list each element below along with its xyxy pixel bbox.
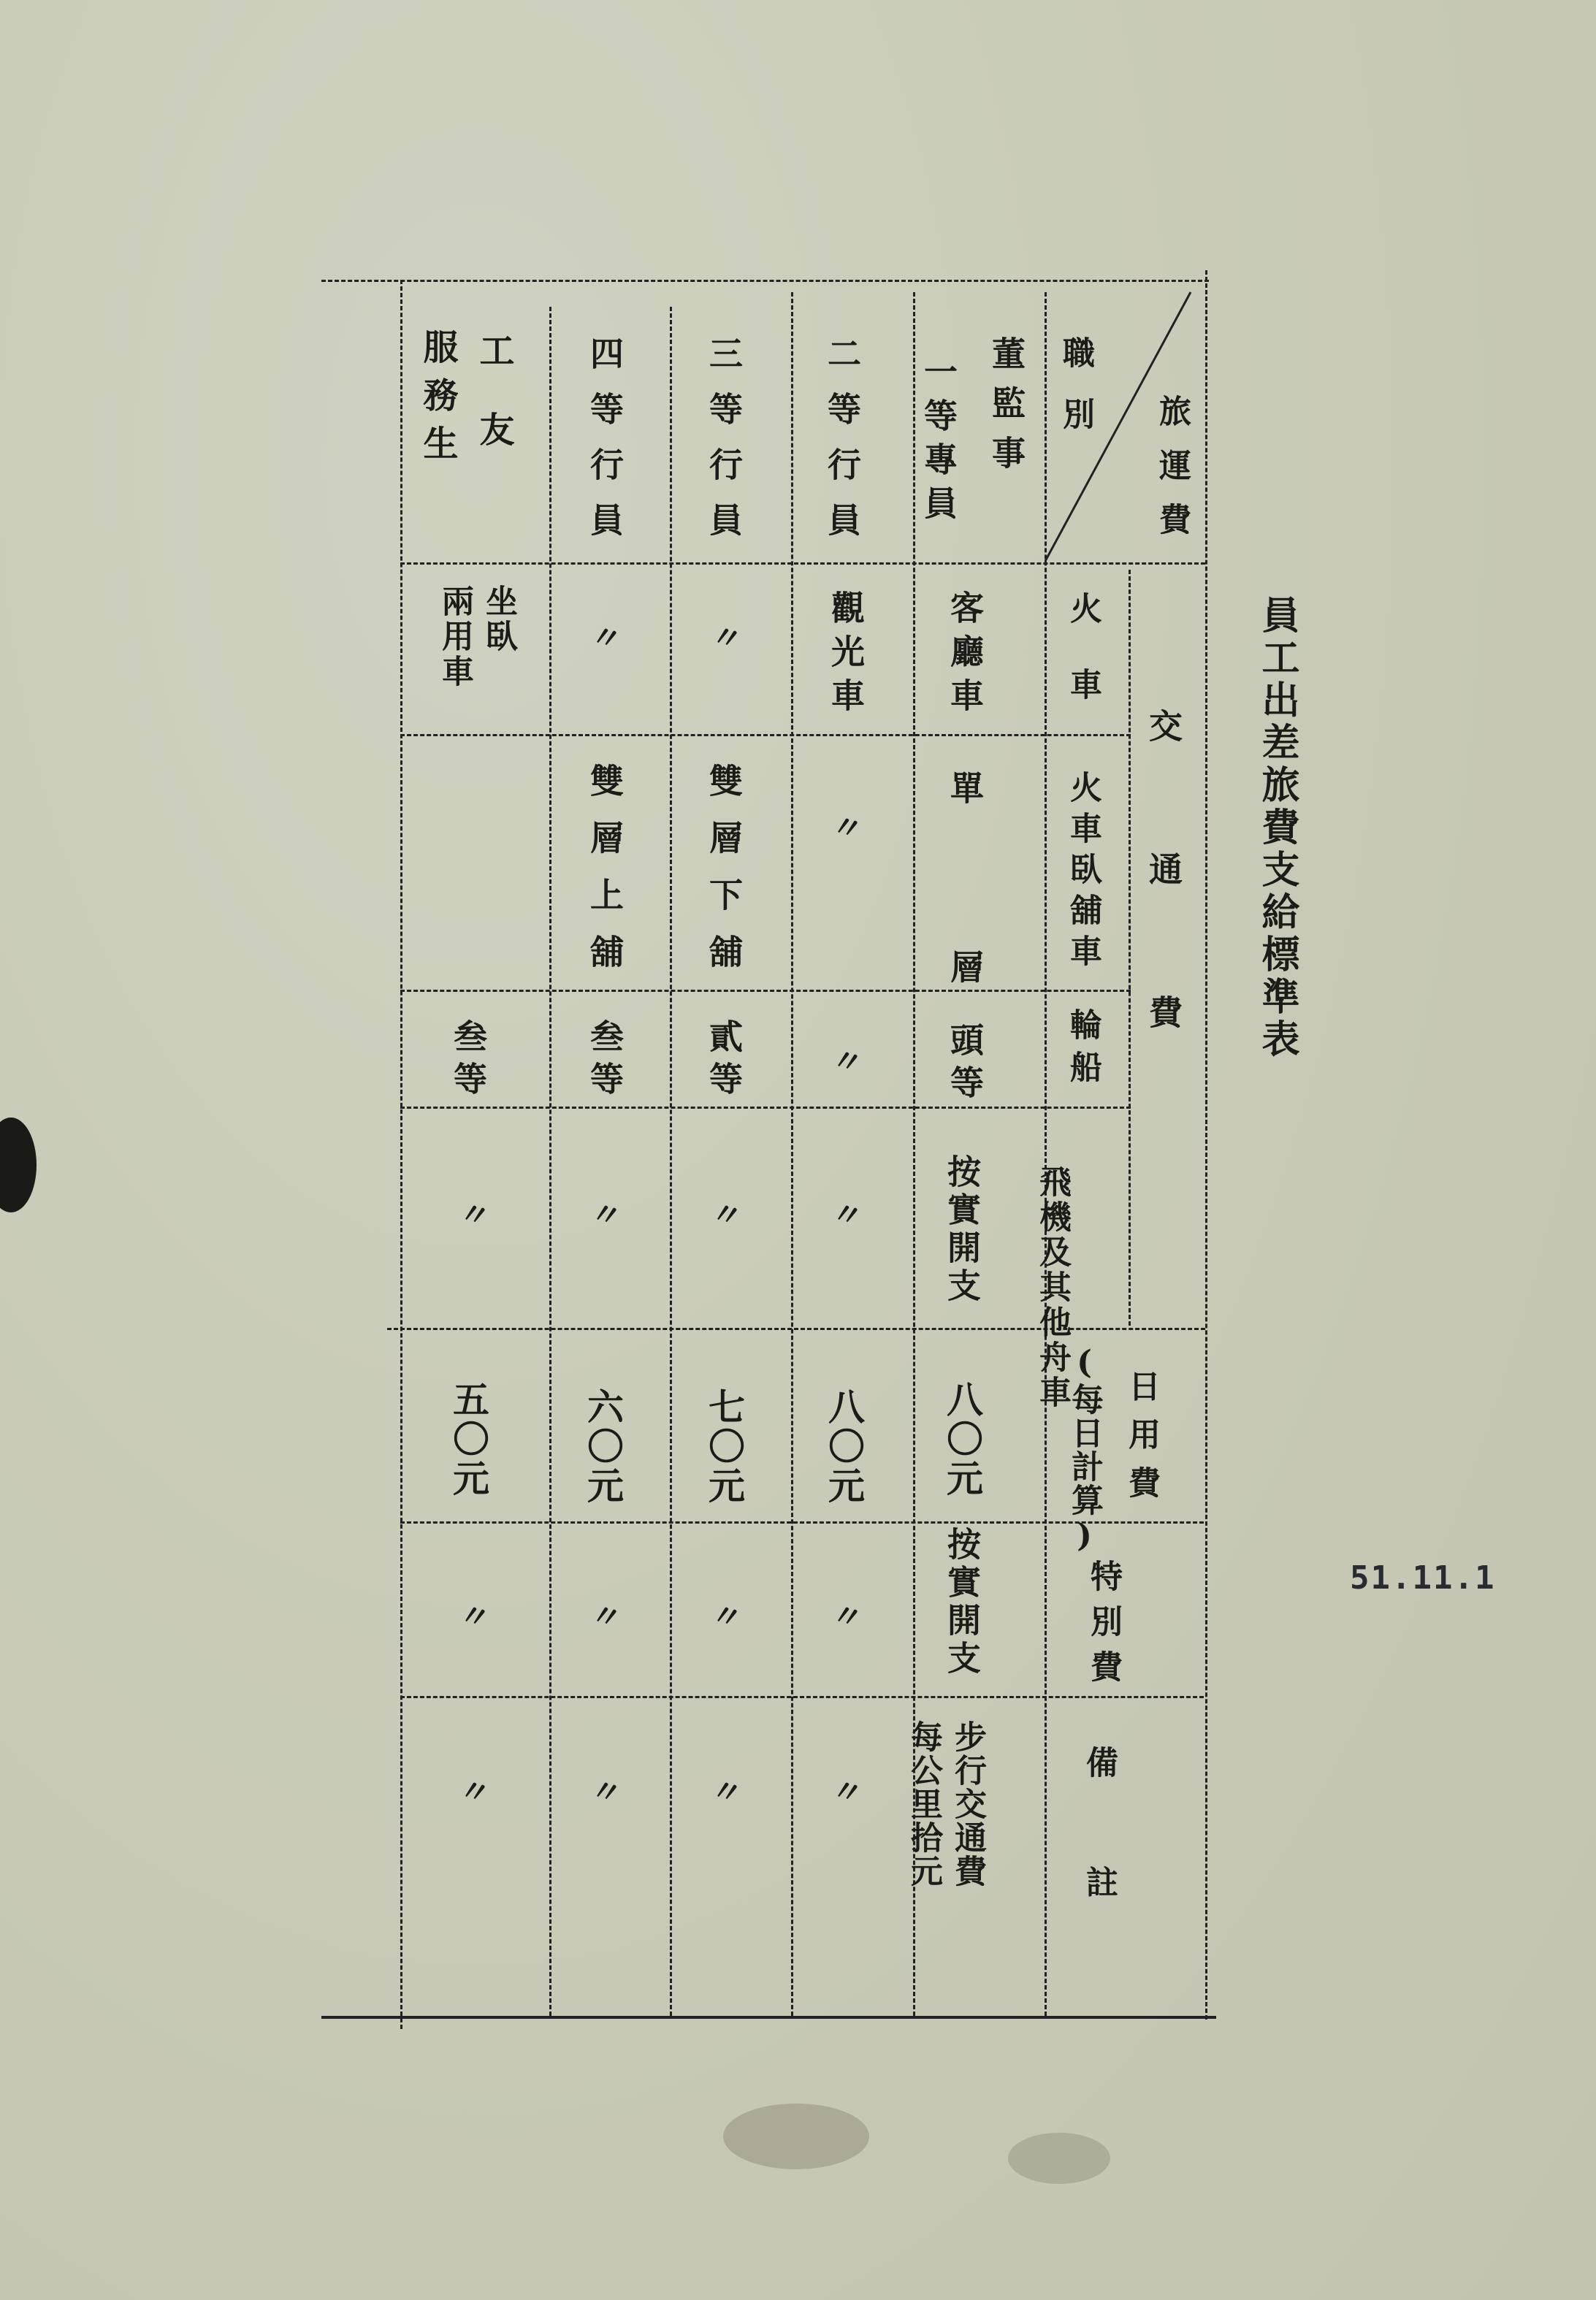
rank-label: 董監事 [987,336,1026,485]
sleeper-cell: 單 [945,771,985,804]
plane-header: 飛機及其他舟車 [1034,1165,1071,1410]
transport-header: 交通費 [1144,708,1183,1138]
corner-header-bottom: 職別 [1057,336,1094,459]
row-divider [387,1328,1205,1330]
ditto-mark: 〃 [587,1595,621,1637]
train-cell: 觀光車 [826,590,866,722]
rank-label-secondary: 一等專員 [919,354,958,530]
corner-header-top: 旅運費 [1153,394,1191,557]
daily-cell: 八〇元 [822,1388,866,1506]
ditto-mark: 〃 [828,1040,862,1082]
daily-cell: 七〇元 [703,1388,746,1506]
remarks-cell: 步行交通費 [949,1720,986,1888]
train-header: 火車 [1064,592,1101,744]
column-divider [791,292,793,2016]
rank-label: 二等行員 [822,336,862,558]
ditto-mark: 〃 [587,1770,621,1812]
row-divider [400,1696,1204,1698]
remarks-cell: 每公里拾元 [905,1720,942,1888]
ditto-mark: 〃 [455,1770,489,1812]
ditto-mark: 〃 [587,1193,621,1235]
row-divider [400,990,1131,992]
sleeper-cell: 雙層上舖 [585,763,625,991]
ditto-mark: 〃 [828,806,862,848]
special-cell: 按實開支 [942,1527,982,1678]
rank-label: 工友 [473,332,514,490]
sleeper-cell: 層 [945,950,985,983]
ditto-mark: 〃 [707,1193,741,1235]
ship-cell: 貳等 [704,1019,744,1104]
ditto-mark: 〃 [707,1770,741,1812]
stain [1008,2133,1110,2184]
table-bottom-border [321,2016,1216,2019]
table-top-border [321,280,1209,282]
daily-cell: 六〇元 [581,1388,625,1506]
sleeper-cell: 雙層下舖 [704,763,744,991]
rank-label: 三等行員 [704,336,744,558]
daily-cell: 八〇元 [941,1380,984,1499]
date-stamp: 51.11.1 [1350,1559,1496,1597]
ditto-mark: 〃 [828,1595,862,1637]
ditto-mark: 〃 [707,616,741,658]
ship-cell: 叁等 [585,1019,625,1104]
ditto-mark: 〃 [828,1193,862,1235]
daily-header: 日用費 [1123,1369,1160,1514]
row-divider [400,1107,1131,1109]
sleeper-header: 火車臥舖車 [1064,771,1101,975]
ditto-mark: 〃 [828,1770,862,1812]
table-left-border [400,280,402,2029]
remarks-header: 備註 [1080,1746,1118,1985]
ship-cell: 頭等 [945,1023,985,1107]
special-header: 特別費 [1085,1559,1122,1695]
stain [723,2104,869,2169]
daily-header-note: (每日計算) [1066,1344,1103,1556]
ditto-mark: 〃 [587,616,621,658]
train-cell: 坐臥 [480,584,517,654]
plane-cell: 按實開支 [942,1154,982,1306]
row-divider [400,734,1131,736]
transport-group-divider [1129,570,1131,1326]
table-right-border [1205,270,1207,2020]
rank-label-secondary: 服務生 [417,329,458,473]
daily-cell: 五〇元 [447,1380,490,1499]
train-cell: 客廳車 [945,590,985,722]
rank-label: 四等行員 [585,336,625,558]
ditto-mark: 〃 [455,1595,489,1637]
ship-cell: 叁等 [448,1019,488,1104]
train-cell: 兩用車 [436,584,473,689]
page-title: 員工出差旅費支給標準表 [1255,595,1299,1061]
ink-blot [0,1117,37,1212]
ditto-mark: 〃 [707,1595,741,1637]
ditto-mark: 〃 [455,1193,489,1235]
ship-header: 輪船 [1064,1008,1101,1093]
